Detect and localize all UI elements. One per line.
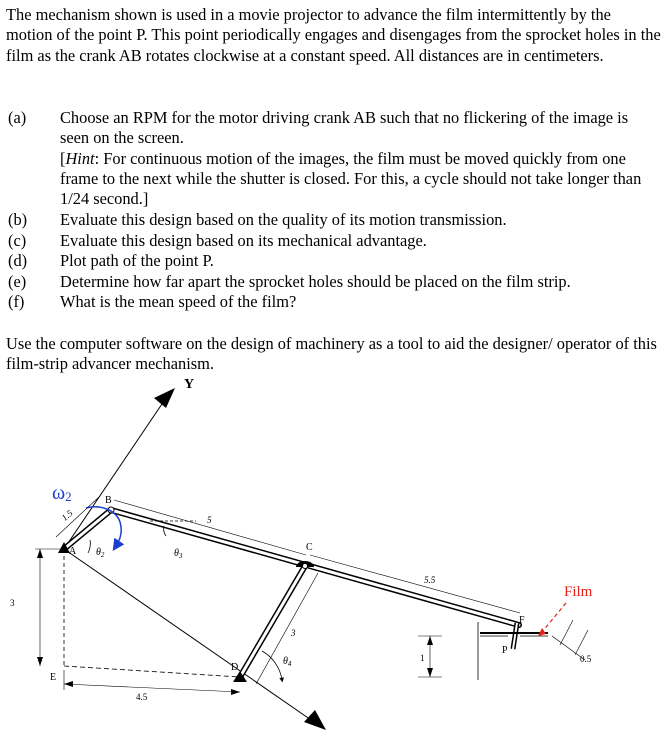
question-text: Evaluate this design based on its mechanical advantage. — [60, 231, 427, 250]
intro-paragraph: The mechanism shown is used in a movie projector to advance the film intermittently by the motion of the point P. This point periodically engages and disengages from the sprocket holes in the film as the crank AB rotates clockwise at a constant speed. All distances are in centimeters. — [6, 5, 661, 65]
dim-horizontal-arrow-right — [231, 689, 240, 695]
dim-bc-label: 5 — [207, 515, 212, 525]
coupler-bf-inner — [111, 510, 519, 625]
dim-film-tab-tick-a — [560, 620, 573, 645]
label-p: P — [502, 645, 508, 656]
question-label: (f) — [8, 292, 25, 311]
dim-vertical-arrow-top — [37, 549, 43, 558]
dim-vertical-arrow-bottom — [37, 657, 43, 666]
film-label: Film — [564, 584, 593, 600]
question-label: (b) — [8, 210, 28, 229]
label-f: F — [519, 615, 525, 626]
hint-text: : For continuous motion of the images, the film must be moved quickly from one frame to the next while the shutter is closed. For this, a cycle should not take longer than 1/24 second.] — [60, 148, 642, 209]
theta2-arc — [88, 540, 90, 553]
question-text: Choose an RPM for the motor driving crank AB such that no flickering of the image is seen on the screen. — [60, 108, 629, 148]
label-b: B — [105, 495, 112, 506]
omega-symbol: ω2 — [52, 482, 72, 504]
reference-line-arrowhead — [304, 710, 326, 730]
dim-film-height-label: 1 — [420, 653, 425, 663]
theta4-label: $\theta_4$ — [283, 656, 292, 668]
label-c: C — [306, 542, 313, 553]
dim-cf-label: 5.5 — [424, 575, 436, 585]
horizontal-guide — [64, 666, 240, 677]
label-d: D — [231, 662, 239, 673]
reference-line — [64, 549, 314, 722]
question-text: Plot path of the point P. — [60, 251, 214, 270]
dim-film-tab-tick-b — [575, 630, 588, 655]
dim-horizontal-arrow-left — [64, 681, 73, 687]
question-text: Determine how far apart the sprocket holes should be placed on the film strip. — [60, 272, 571, 291]
rocker-cd-inner — [240, 566, 305, 677]
dim-film-arrow-bottom — [427, 668, 433, 677]
question-label: (e) — [8, 272, 27, 291]
dim-film-tab-label: 0.5 — [580, 654, 592, 664]
question-text: Evaluate this design based on the quality of its motion transmission. — [60, 210, 507, 229]
dim-cf-line — [310, 555, 520, 613]
y-axis-label: Y — [184, 377, 195, 392]
label-e: E — [50, 672, 57, 683]
y-axis-arrowhead — [154, 388, 175, 408]
closing-paragraph: Use the computer software on the design of machinery as a tool to aid the designer/ operator of this film-strip advancer mechanism. — [6, 334, 657, 374]
question-label: (d) — [8, 251, 28, 270]
dim-vertical-label: 3 — [10, 598, 15, 608]
dim-ab-label: 1.5 — [59, 508, 75, 523]
y-axis-line — [64, 398, 166, 549]
hint-label: Hint — [65, 148, 95, 168]
question-label: (c) — [8, 231, 27, 250]
joint-c-pin — [303, 564, 308, 569]
question-text: What is the mean speed of the film? — [60, 292, 297, 311]
question-label: (a) — [8, 108, 27, 127]
dim-horizontal-label: 4.5 — [136, 692, 148, 702]
label-a: A — [69, 546, 77, 557]
film-pointer — [542, 603, 566, 632]
dim-cd-label: 3 — [291, 628, 296, 638]
dim-horizontal-line — [64, 684, 240, 692]
theta2-label: $\theta_2$ — [96, 547, 105, 559]
dim-bc-line — [114, 500, 306, 555]
dim-film-arrow-top — [427, 636, 433, 645]
theta3-label: $\theta_3$ — [174, 548, 183, 560]
